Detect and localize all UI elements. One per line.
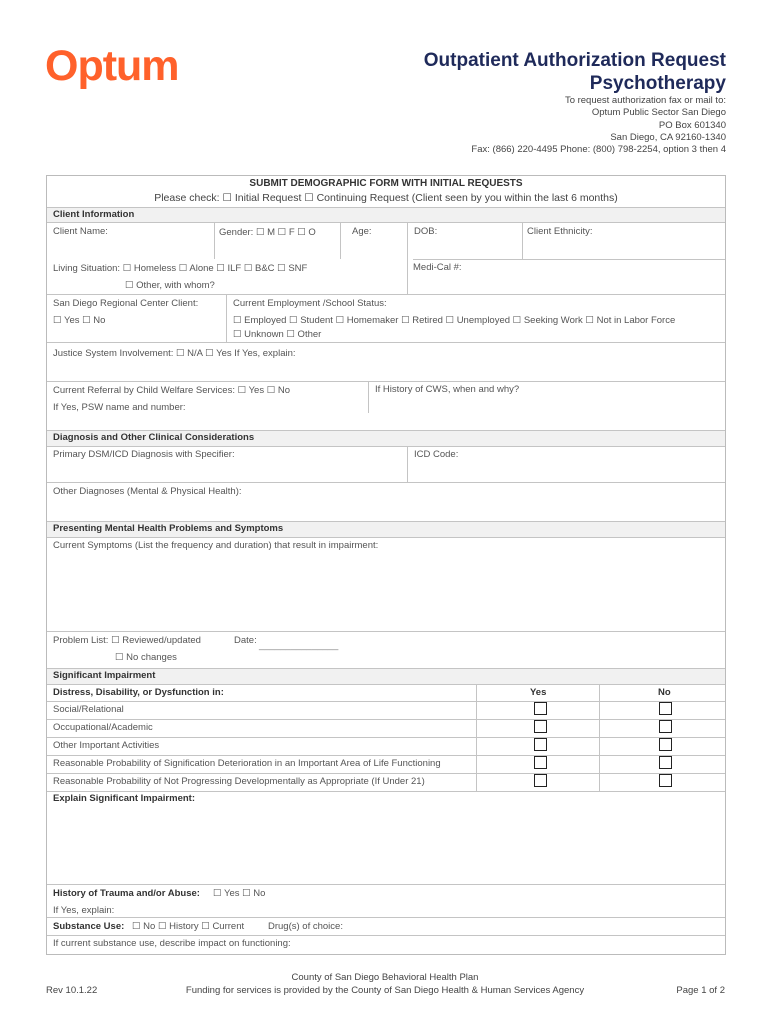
date-label: Date: xyxy=(234,635,257,646)
optum-logo: Optum xyxy=(45,42,179,90)
living-situation-field[interactable]: Living Situation: ☐ Homeless ☐ Alone ☐ ILF ☐ B&C ☐ SNF xyxy=(53,263,308,274)
title-line-1: Outpatient Authorization Request xyxy=(423,50,726,71)
substance-label: Substance Use: xyxy=(53,921,125,932)
yes-column-header: Yes xyxy=(530,687,547,698)
cws-field[interactable]: Current Referral by Child Welfare Services: ☐ Yes ☐ No xyxy=(53,385,291,396)
client-name-field[interactable]: Client Name: xyxy=(53,226,108,237)
address-line: San Diego, CA 92160-1340 xyxy=(610,131,726,143)
please-check-row[interactable]: Please check: ☐ Initial Request ☐ Continuing Request (Client seen by you within the last 6 months) xyxy=(154,192,618,204)
no-checkbox[interactable] xyxy=(659,702,672,715)
problem-list-field[interactable]: Problem List: ☐ Reviewed/updated xyxy=(53,635,201,646)
primary-diagnosis-field[interactable]: Primary DSM/ICD Diagnosis with Specifier: xyxy=(53,449,235,460)
address-line: Optum Public Sector San Diego xyxy=(591,107,726,119)
yes-checkbox[interactable] xyxy=(534,774,547,787)
employment-options-2[interactable]: ☐ Unknown ☐ Other xyxy=(233,329,322,340)
presenting-heading: Presenting Mental Health Problems and Symptoms xyxy=(53,523,284,534)
no-checkbox[interactable] xyxy=(659,720,672,733)
substance-impact-field[interactable]: If current substance use, describe impact on functioning: xyxy=(53,938,291,949)
no-checkbox[interactable] xyxy=(659,756,672,769)
regional-center-label: San Diego Regional Center Client: xyxy=(53,298,199,309)
impairment-subheading: Distress, Disability, or Dysfunction in: xyxy=(53,687,224,698)
medi-cal-field[interactable]: Medi-Cal #: xyxy=(413,262,462,273)
yes-checkbox[interactable] xyxy=(534,720,547,733)
dob-field[interactable]: DOB: xyxy=(414,226,438,237)
current-symptoms-field[interactable]: Current Symptoms (List the frequency and duration) that result in impairment: xyxy=(53,540,379,551)
gender-field[interactable]: Gender: ☐ M ☐ F ☐ O xyxy=(219,227,316,238)
address-line: Fax: (866) 220-4495 Phone: (800) 798-2254, option 3 then 4 xyxy=(471,144,726,156)
trauma-label: History of Trauma and/or Abuse: xyxy=(53,888,200,899)
revision-label: Rev 10.1.22 xyxy=(46,985,98,996)
trauma-options[interactable]: ☐ Yes ☐ No xyxy=(213,888,266,899)
no-checkbox[interactable] xyxy=(659,738,672,751)
client-info-header-bg xyxy=(47,207,725,222)
regional-center-options[interactable]: ☐ Yes ☐ No xyxy=(53,315,106,326)
page-number: Page 1 of 2 xyxy=(676,985,725,996)
date-line[interactable]: _______________ xyxy=(259,640,339,651)
other-diagnoses-field[interactable]: Other Diagnoses (Mental & Physical Health): xyxy=(53,486,242,497)
age-field[interactable]: Age: xyxy=(352,226,372,237)
trauma-explain-field[interactable]: If Yes, explain: xyxy=(53,905,115,916)
authorization-form xyxy=(46,175,726,955)
living-other-field[interactable]: ☐ Other, with whom? xyxy=(125,280,215,291)
yes-checkbox[interactable] xyxy=(534,738,547,751)
title-line-2: Psychotherapy xyxy=(589,73,726,94)
ethnicity-field[interactable]: Client Ethnicity: xyxy=(527,226,593,237)
address-line: To request authorization fax or mail to: xyxy=(564,95,726,106)
page-title xyxy=(424,49,726,95)
address-line: PO Box 601340 xyxy=(658,119,726,131)
impairment-row-label: Social/Relational xyxy=(53,704,124,715)
diagnosis-heading: Diagnosis and Other Clinical Considerations xyxy=(53,432,255,443)
icd-code-field[interactable]: ICD Code: xyxy=(414,449,459,460)
footer-line-2: Funding for services is provided by the County of San Diego Health & Human Services Agency xyxy=(185,985,585,996)
explain-impairment-field[interactable]: Explain Significant Impairment: xyxy=(53,793,195,804)
impairment-row-label: Occupational/Academic xyxy=(53,722,153,733)
employment-label: Current Employment /School Status: xyxy=(233,298,387,309)
no-changes-option[interactable]: ☐ No changes xyxy=(115,652,177,663)
substance-options[interactable]: ☐ No ☐ History ☐ Current xyxy=(132,921,245,932)
no-checkbox[interactable] xyxy=(659,774,672,787)
cws-history-field[interactable]: If History of CWS, when and why? xyxy=(375,384,520,395)
impairment-row-label: Other Important Activities xyxy=(53,740,160,751)
impairment-row-label: Reasonable Probability of Signification Deterioration in an Important Area of Life Functioning xyxy=(53,758,441,769)
impairment-row-label: Reasonable Probability of Not Progressing Developmentally as Appropriate (If Under 21) xyxy=(53,776,425,787)
yes-checkbox[interactable] xyxy=(534,702,547,715)
justice-field[interactable]: Justice System Involvement: ☐ N/A ☐ Yes If Yes, explain: xyxy=(53,348,296,359)
client-info-heading: Client Information xyxy=(53,209,135,220)
impairment-heading: Significant Impairment xyxy=(53,670,156,681)
no-column-header: No xyxy=(658,687,671,698)
submit-heading: SUBMIT DEMOGRAPHIC FORM WITH INITIAL REQUESTS xyxy=(249,178,523,189)
yes-checkbox[interactable] xyxy=(534,756,547,769)
employment-options[interactable]: ☐ Employed ☐ Student ☐ Homemaker ☐ Retired ☐ Unemployed ☐ Seeking Work ☐ Not in Labor Force xyxy=(233,315,676,326)
drugs-of-choice-field[interactable]: Drug(s) of choice: xyxy=(268,921,343,932)
footer-line-1: County of San Diego Behavioral Health Plan xyxy=(291,972,479,983)
psw-field[interactable]: If Yes, PSW name and number: xyxy=(53,402,186,413)
mail-address xyxy=(471,95,726,156)
